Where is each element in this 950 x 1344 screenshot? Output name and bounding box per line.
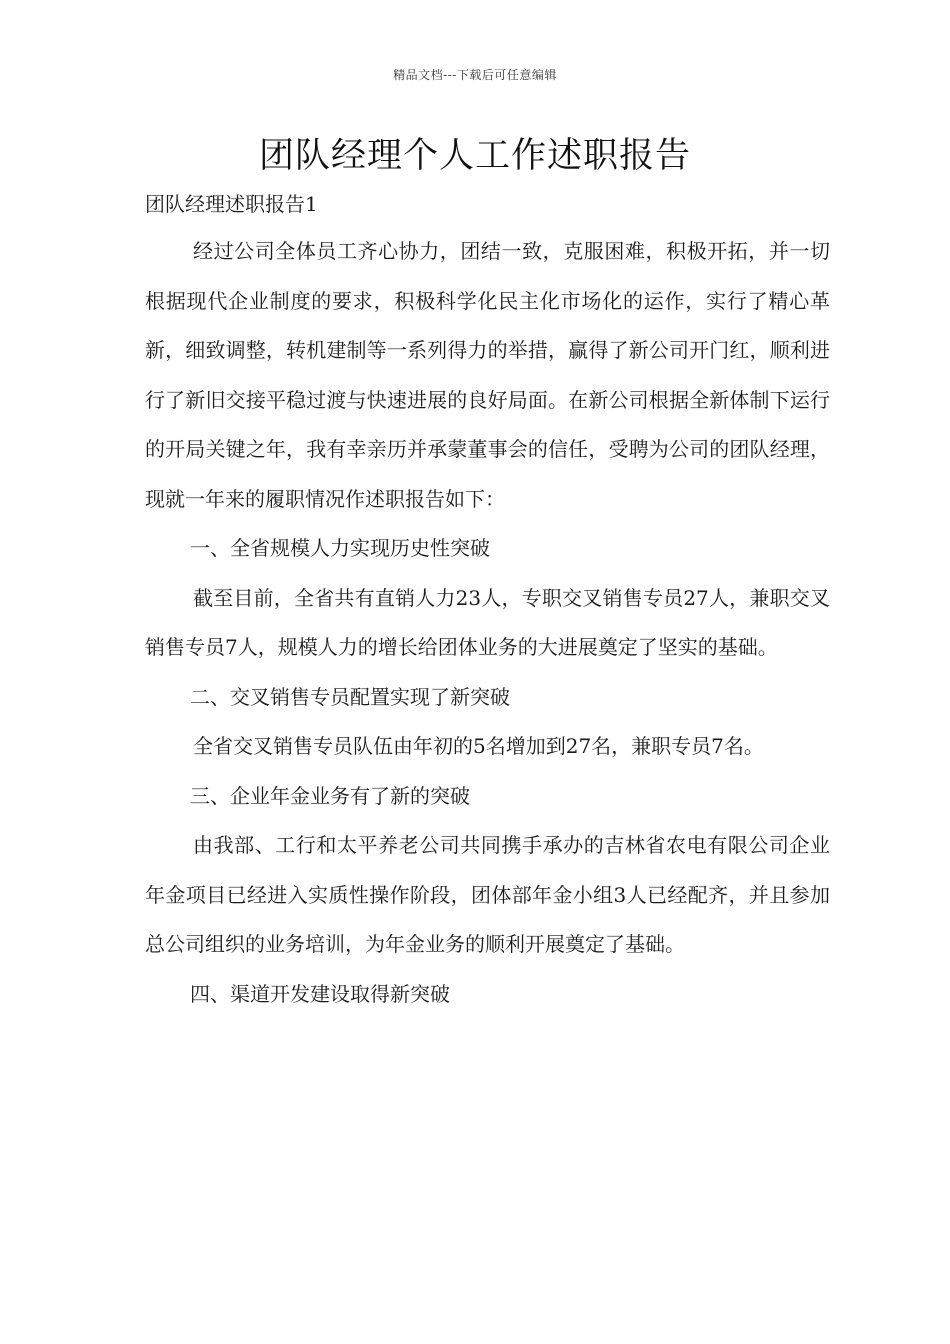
header-note: 精品文档---下载后可任意编辑 [393, 68, 557, 82]
document-body [145, 227, 830, 1019]
section-heading-1: 一、全省规模人力实现历史性突破 [190, 536, 490, 560]
section-heading-2: 二、交叉销售专员配置实现了新突破 [190, 684, 510, 709]
section-heading-4: 四、渠道开发建设取得新突破 [190, 981, 450, 1006]
paragraph-section-1: 截至目前，全省共有直销人力23人，专职交叉销售专员27人，兼职交叉销售专员7人，规模人力的增长给团体业务的大进展奠定了坚实的基础。 [145, 585, 830, 659]
paragraph-intro: 经过公司全体员工齐心协力，团结一致，克服困难，积极开拓，并一切根据现代企业制度的要求，积极科学化民主化市场化的运作，实行了精心革新，细致调整，转机建制等一系列得力的举措，赢得了新公司开门红，顺利进行了新旧交接平稳过渡与快速进展的良好局面。在新公司根据全新体制下运行的开局关键之年，我有幸亲历并承蒙董事会的信任，受聘为公司的团队经理，现就一年来的履职情况作述职报告如下： [145, 239, 830, 511]
document-subtitle: 团队经理述职报告1 [145, 192, 318, 216]
paragraph-section-3: 由我部、工行和太平养老公司共同携手承办的吉林省农电有限公司企业年金项目已经进入实质性操作阶段，团体部年金小组3人已经配齐，并且参加总公司组织的业务培训，为年金业务的顺利开展奠定了基础。 [145, 833, 830, 956]
section-heading-3: 三、企业年金业务有了新的突破 [190, 783, 470, 808]
document-title: 团队经理个人工作述职报告 [258, 136, 691, 176]
paragraph-section-2: 全省交叉销售专员队伍由年初的5名增加到27名，兼职专员7名。 [193, 734, 764, 758]
